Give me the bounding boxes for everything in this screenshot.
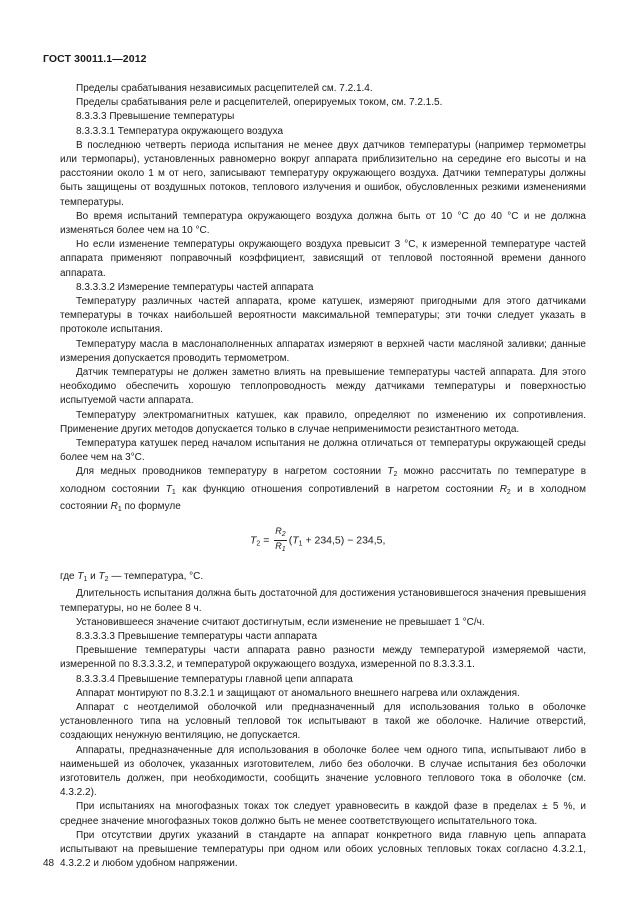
paragraph: В последнюю четверть периода испытания не менее двух датчиков температуры (например термометры или термопары), установленных равномерно вокруг аппарата приблизительно на середине его высоты и на расстоянии около 1 м от него, записывают температуру окружающего воздуха. Датчики температуры должны быть защищены от воздушных потоков, теплового излучения и ошибок, обусловленных резкими изменениями температуры.	[60, 139, 586, 208]
section-heading: 8.3.3.3.2 Измерение температуры частей аппарата	[76, 281, 314, 293]
paragraph: Температура катушек перед началом испытания не должна отличаться от температуры окружающей среды более чем на 3°С.	[60, 438, 586, 464]
paragraph: Аппарат монтируют по 8.3.2.1 и защищают от аномального внешнего нагрева или охлаждения.	[76, 687, 520, 699]
paragraph: Установившееся значение считают достигнутым, если изменение не превышает 1 °С/ч.	[76, 616, 485, 628]
paragraph: Но если изменение температуры окружающего воздуха превысит 3 °С, к измеренной температуре частей аппарата применяют поправочный коэффициент, зависящий от тепловой постоянной времени данного аппарата.	[60, 239, 586, 279]
paragraph: Аппарат с неотделимой оболочкой или предназначенный для использования только в оболочке установленного типа на условный тепловой ток испытывают в такой же оболочке. Наличие отверстий, создающих ненужную вентиляцию, не допускается.	[60, 701, 586, 742]
section-heading: 8.3.3.3 Превышение температуры	[76, 111, 235, 123]
paragraph: Температуру масла в маслонаполненных аппаратах измеряют в верхней части масляной заливки; данные измерения допускается проводить термометром.	[60, 338, 586, 364]
page-number: 48	[43, 858, 55, 869]
temperature-formula: $T_2$ = $\frac{R_2}{R_1}$ $(T_1 + 234,5) - 234,5$,	[250, 526, 386, 554]
formula-legend: где $T_1$ и $T_2$ — температура, °С.	[60, 571, 204, 584]
section-heading: 8.3.3.3.3 Превышение температуры части аппарата	[76, 630, 318, 642]
paragraph: Пределы срабатывания независимых расцепителей см. 7.2.1.4.	[76, 83, 373, 94]
paragraph: Датчик температуры не должен заметно влиять на превышение температуры частей аппарата. Для этого необходимо обеспечить хорошую теплопроводность между датчиками температуры и поверхностью испытуемой части аппарата.	[60, 367, 586, 407]
document-body	[60, 82, 586, 871]
paragraph: Аппараты, предназначенные для использования в оболочке более чем одного типа, испытывают либо в наименьшей из оболочек, указанных изготовителем, либо без оболочки. В случае испытания без оболочки изготовитель должен, при необходимости, сообщить значение условного теплового тока в оболочке (см. 4.3.2.2).	[60, 744, 586, 799]
paragraph: Длительность испытания должна быть достаточной для достижения установившегося значения превышения температуры, но не более 8 ч.	[60, 588, 586, 614]
resistance-ratio: $\frac{R_2}{R_1}$	[275, 526, 286, 554]
paragraph: Температуру различных частей аппарата, кроме катушек, измеряют пригодными для этого датчиками температуры в точках наибольшей вероятности максимальной температуры; эти точки следует указать в протоколе испытания.	[60, 296, 586, 336]
paragraph: При отсутствии других указаний в стандарте на аппарат конкретного вида главную цепь аппарата испытывают на превышение температуры при одном или обоих условных тепловых токах согласно 4.3.2.1, 4.3.2.2 и любом удобном напряжении.	[60, 829, 586, 870]
paragraph: Пределы срабатывания реле и расцепителей, оперируемых током, см. 7.2.1.5.	[76, 97, 443, 109]
paragraph-formula-intro: Для медных проводников температуру в нагретом состоянии $T_2$ можно рассчитать по температуре в холодном состоянии $T_1$ как функцию отношения сопротивлений в нагретом состоянии $R_2$ и в холодном состоянии $R_1$ по формуле	[60, 466, 587, 513]
paragraph: Во время испытаний температура окружающего воздуха должна быть от 10 °С до 40 °С и не должна изменяться более чем на 10 °С.	[60, 210, 586, 237]
paragraph: Превышение температуры части аппарата равно разности между температурой измеряемой части, измеренной по 8.3.3.3.2, и температурой окружающего воздуха, измеренной по 8.3.3.3.1.	[60, 645, 586, 671]
section-heading: 8.3.3.3.4 Превышение температуры главной цепи аппарата	[76, 673, 353, 685]
paragraph: Температуру электромагнитных катушек, как правило, определяют по изменению их сопротивления. Применение других методов допускается только в случае неприменимости резистантного метода.	[60, 409, 586, 435]
paragraph: При испытаниях на многофазных токах ток следует уравновесить в каждой фазе в пределах ± 5 %, и среднее значение многофазных токов должно быть не менее соответствующего испытательного тока.	[60, 801, 586, 827]
section-heading: 8.3.3.3.1 Температура окружающего воздуха	[76, 125, 284, 137]
document-header: ГОСТ 30011.1—2012	[43, 53, 147, 65]
